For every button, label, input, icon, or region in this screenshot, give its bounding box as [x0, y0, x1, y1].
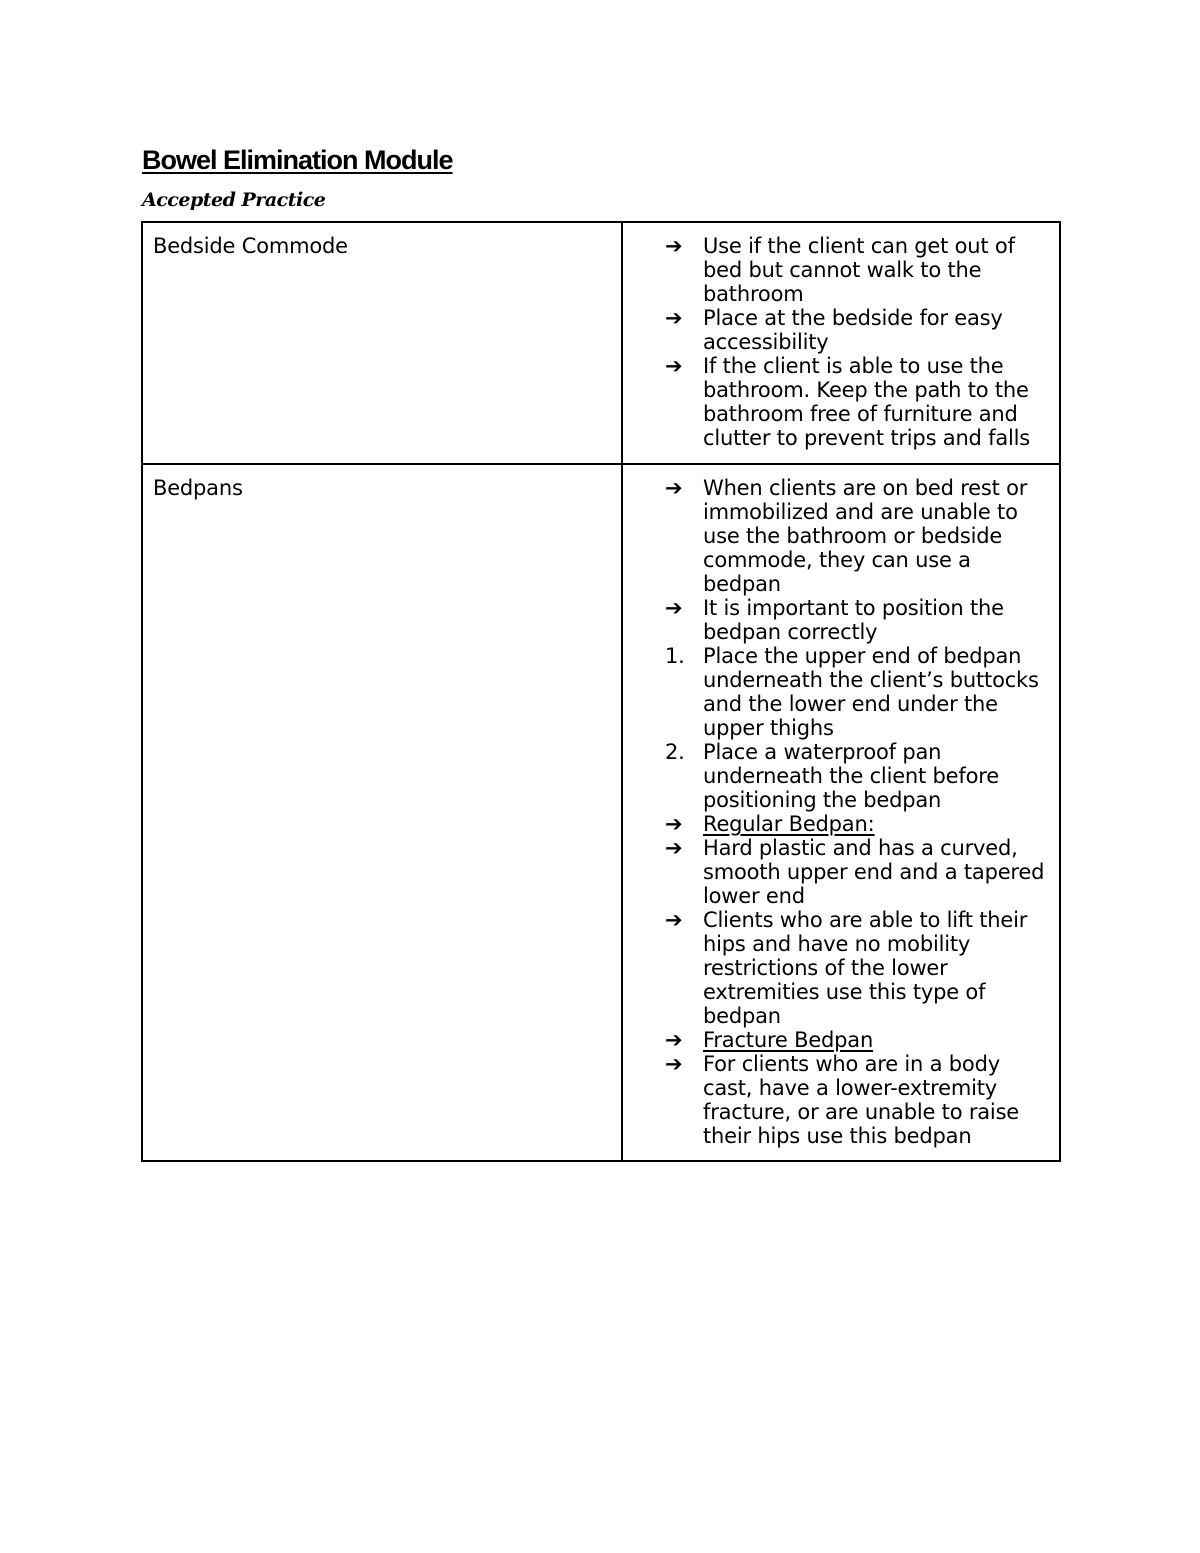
list-item: [665, 596, 1049, 644]
list-item: [665, 476, 1049, 596]
table-row-bedside-commode: [142, 222, 1060, 464]
list-item: [665, 740, 1049, 812]
number-marker: 2.: [665, 740, 685, 764]
list-item-text: Place the upper end of bedpan underneath the client’s buttocks and the lower end under the upper thighs: [703, 644, 1039, 740]
list-item-text: Hard plastic and has a curved, smooth upper end and a tapered lower end: [703, 836, 1045, 908]
arrow-icon: ➔: [665, 354, 683, 378]
accepted-practice-table: [141, 221, 1061, 1162]
table-row-bedpans: [142, 464, 1060, 1161]
arrow-icon: ➔: [665, 1028, 683, 1052]
list-item-text: When clients are on bed rest or immobilized and are unable to use the bathroom or bedside commode, they can use a bedpan: [703, 476, 1028, 596]
arrow-icon: ➔: [665, 476, 683, 500]
topic-label: Bedside Commode: [153, 234, 348, 258]
list-item: [665, 836, 1049, 908]
topic-label: Bedpans: [153, 476, 243, 500]
list-item: [665, 812, 1049, 836]
list-item: [665, 306, 1049, 354]
detail-cell: [622, 222, 1060, 464]
list-item-text: Place at the bedside for easy accessibility: [703, 306, 1003, 354]
detail-list: [665, 476, 1049, 1148]
topic-cell: [142, 464, 622, 1161]
page-title: Bowel Elimination Module: [142, 145, 453, 175]
arrow-icon: ➔: [665, 908, 683, 932]
detail-cell: [622, 464, 1060, 1161]
arrow-icon: ➔: [665, 836, 683, 860]
list-item-text: Place a waterproof pan underneath the client before positioning the bedpan: [703, 740, 999, 812]
list-item: [665, 908, 1049, 1028]
list-item-text: Clients who are able to lift their hips and have no mobility restrictions of the lower extremities use this type of bedpan: [703, 908, 1028, 1028]
list-item: [665, 234, 1049, 306]
arrow-icon: ➔: [665, 1052, 683, 1076]
list-item-text: Use if the client can get out of bed but cannot walk to the bathroom: [703, 234, 1015, 306]
regular-bedpan-heading: Regular Bedpan:: [703, 812, 875, 836]
arrow-icon: ➔: [665, 596, 683, 620]
topic-cell: [142, 222, 622, 464]
list-item-text: For clients who are in a body cast, have a lower-extremity fracture, or are unable to raise their hips use this bedpan: [703, 1052, 1020, 1148]
arrow-icon: ➔: [665, 812, 683, 836]
list-item: [665, 1052, 1049, 1148]
list-item-text: It is important to position the bedpan correctly: [703, 596, 1004, 644]
arrow-icon: ➔: [665, 234, 683, 258]
arrow-icon: ➔: [665, 306, 683, 330]
list-item: [665, 1028, 1049, 1052]
detail-list: [665, 234, 1049, 450]
list-item: [665, 644, 1049, 740]
list-item: [665, 354, 1049, 450]
list-item-text: If the client is able to use the bathroom. Keep the path to the bathroom free of furniture and clutter to prevent trips and falls: [703, 354, 1031, 450]
fracture-bedpan-heading: Fracture Bedpan: [703, 1028, 874, 1052]
number-marker: 1.: [665, 644, 685, 668]
section-subtitle: Accepted Practice: [142, 189, 326, 211]
